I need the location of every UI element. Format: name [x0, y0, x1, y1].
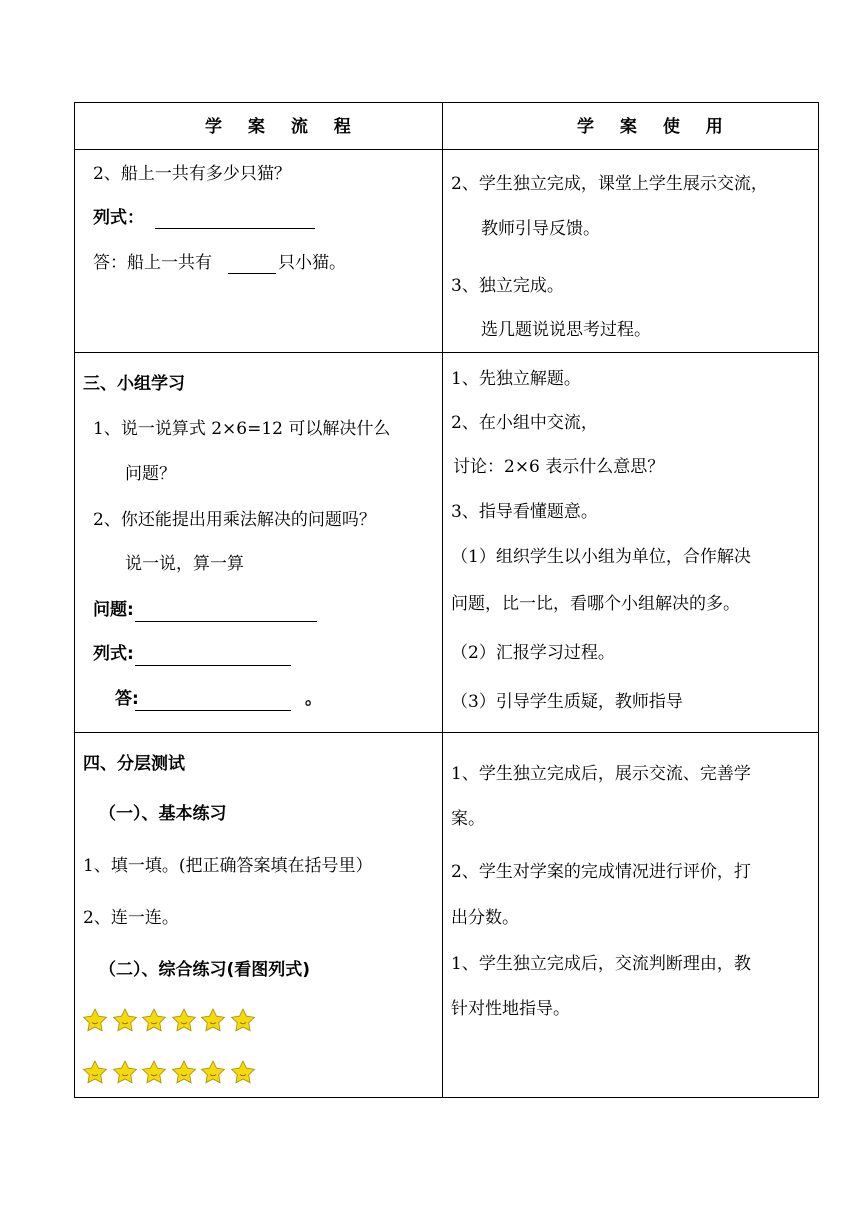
problem-label: 问题: [93, 600, 134, 620]
star-icon [230, 1007, 256, 1033]
row-divider [75, 732, 818, 733]
answer-suffix: 只小猫。 [278, 253, 346, 273]
answer-blank [135, 710, 291, 711]
row-divider [75, 352, 818, 353]
answer-end: 。 [305, 689, 322, 709]
usage-text: 问题，比一比，看哪个小组解决的多。 [451, 594, 740, 614]
header-right: 学 案 使 用 [577, 117, 733, 137]
subsection-title: （二）、综合练习(看图列式) [99, 960, 311, 980]
star-icon [82, 1059, 108, 1085]
formula-blank [135, 665, 291, 666]
answer-label: 答: [115, 689, 139, 709]
star-icon [230, 1059, 256, 1085]
question-text: 说一说，算一算 [125, 554, 244, 574]
usage-text: 案。 [451, 809, 485, 829]
star-icon [82, 1007, 108, 1033]
usage-text: 1、学生独立完成后，展示交流、完善学 [451, 764, 751, 784]
problem-blank [135, 621, 317, 622]
answer-blank [228, 273, 276, 274]
formula-label: 列式: [93, 644, 134, 664]
usage-text: 出分数。 [451, 908, 519, 928]
usage-text: （3）引导学生质疑，教师指导 [451, 692, 683, 712]
star-icon [200, 1059, 226, 1085]
star-icon [200, 1007, 226, 1033]
star-icon [171, 1007, 197, 1033]
usage-text: 2、学生独立完成，课堂上学生展示交流， [451, 174, 768, 194]
column-divider [442, 103, 443, 1097]
usage-text: 针对性地指导。 [451, 999, 570, 1019]
star-icon [112, 1007, 138, 1033]
star-icon [171, 1059, 197, 1085]
question-text: 问题？ [125, 464, 176, 484]
usage-text: （2）汇报学习过程。 [451, 643, 615, 663]
formula-blank [155, 228, 315, 229]
question-text: 2、船上一共有多少只猫？ [93, 164, 291, 184]
usage-text: （1）组织学生以小组为单位，合作解决 [451, 547, 751, 567]
usage-text: 3、指导看懂题意。 [451, 502, 598, 522]
star-icon [141, 1007, 167, 1033]
usage-text: 1、学生独立完成后，交流判断理由，教 [451, 954, 751, 974]
question-text: 1、说一说算式 2×6=12 可以解决什么 [93, 419, 391, 439]
star-icon [112, 1059, 138, 1085]
section-title: 三、小组学习 [83, 374, 185, 394]
answer-prefix: 答：船上一共有 [93, 253, 212, 273]
usage-text: 教师引导反馈。 [481, 219, 600, 239]
formula-label: 列式： [93, 208, 144, 228]
star-icon [141, 1059, 167, 1085]
row-divider [75, 149, 818, 150]
usage-text: 3、独立完成。 [451, 276, 564, 296]
subsection-title: （一）、基本练习 [99, 804, 227, 824]
question-text: 2、你还能提出用乘法解决的问题吗？ [93, 510, 376, 530]
header-left: 学 案 流 程 [205, 117, 361, 137]
usage-text: 1、先独立解题。 [451, 369, 581, 389]
usage-text: 选几题说说思考过程。 [481, 320, 651, 340]
usage-text: 2、学生对学案的完成情况进行评价，打 [451, 862, 751, 882]
usage-text: 2、在小组中交流， [451, 413, 598, 433]
lesson-plan-table [74, 102, 819, 1098]
exercise-item: 2、连一连。 [83, 908, 179, 928]
usage-text: 讨论：2×6 表示什么意思？ [453, 457, 665, 477]
exercise-item: 1、填一填。(把正确答案填在括号里） [83, 856, 373, 876]
section-title: 四、分层测试 [83, 754, 185, 774]
